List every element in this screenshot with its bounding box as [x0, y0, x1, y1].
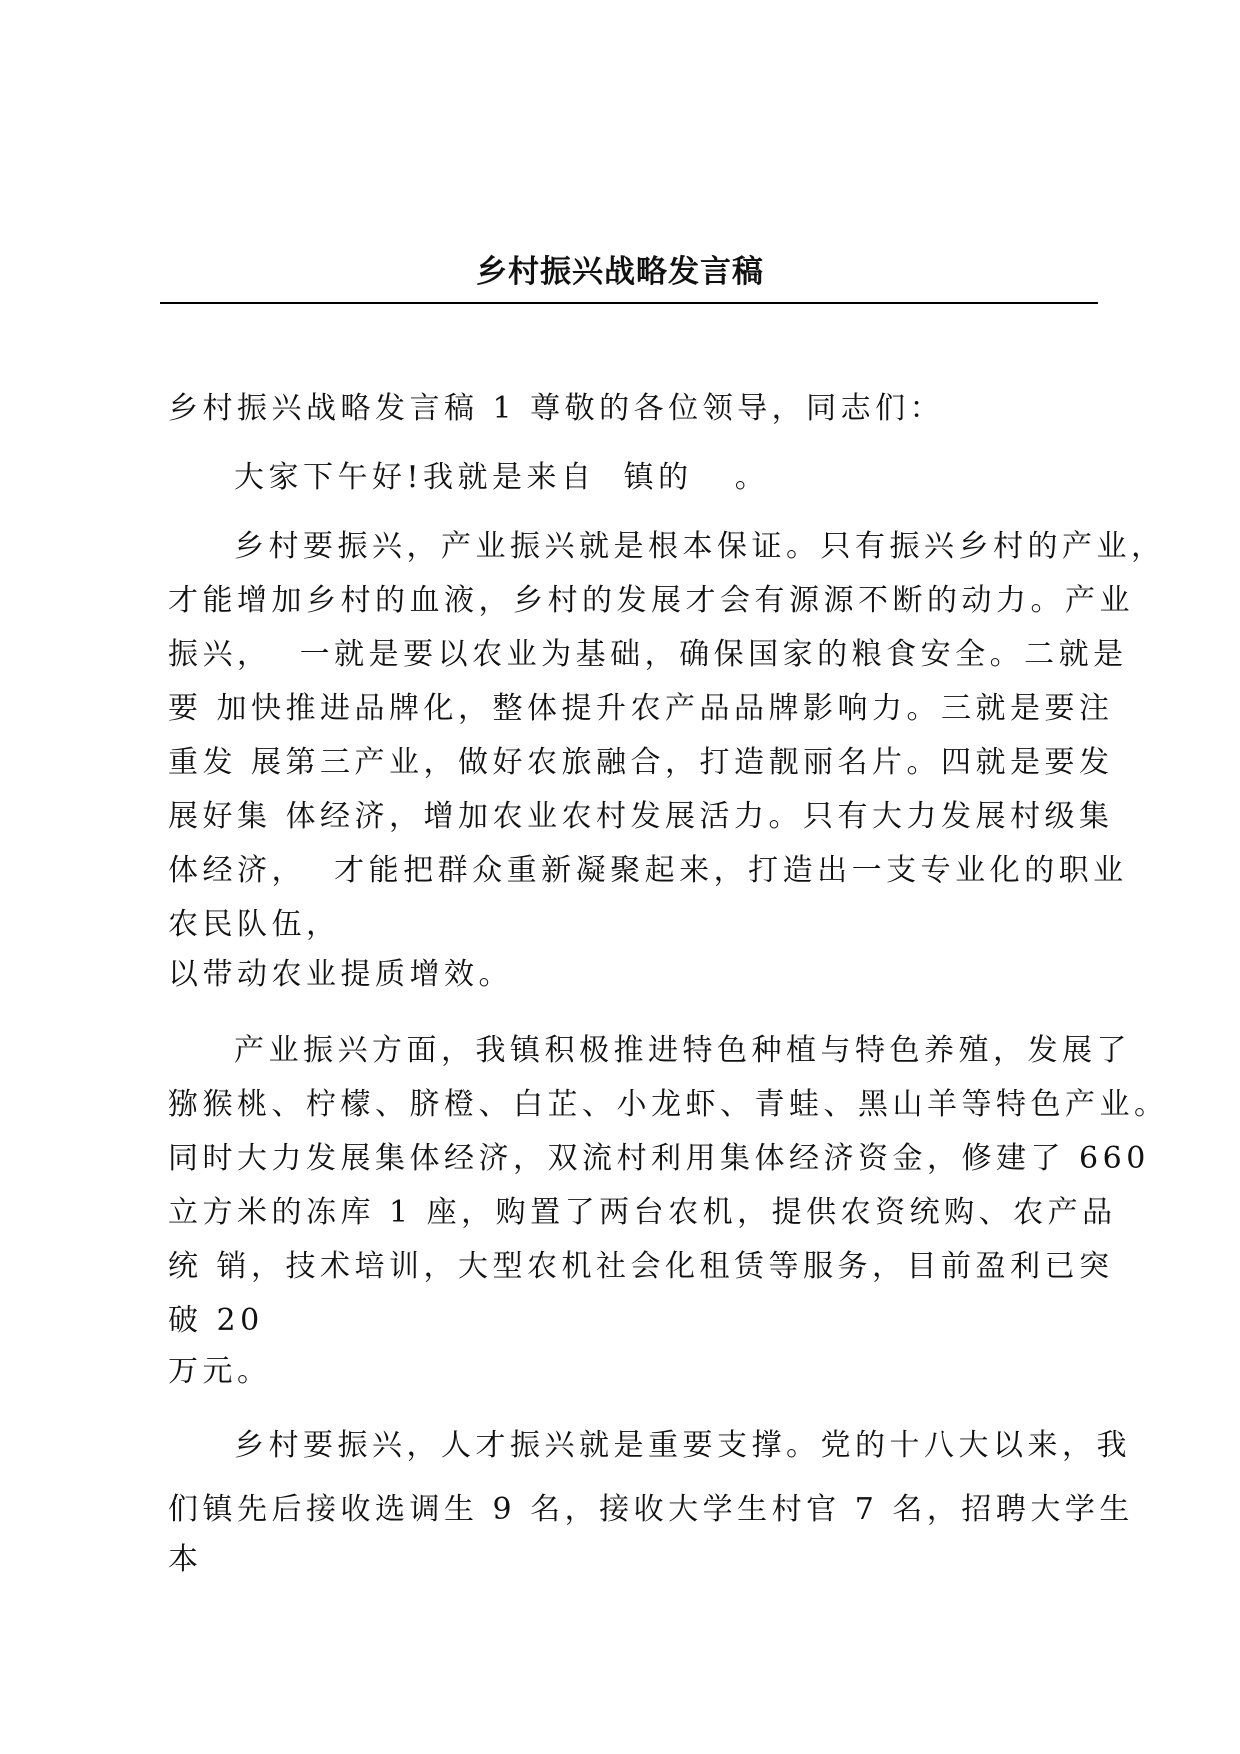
text-line: 统 销，技术培训，大型农机社会化租赁等服务，目前盈利已突 — [168, 1249, 1114, 1284]
document-title: 乡村振兴战略发言稿 — [476, 254, 764, 290]
text-line: 乡村振兴战略发言稿 1 尊敬的各位领导，同志们： — [168, 391, 945, 426]
text-line: 要 加快推进品牌化，整体提升农产品品牌影响力。三就是要注 — [168, 691, 1114, 726]
text-line: 振兴， 一就是要以农业为基础，确保国家的粮食安全。二就是 — [168, 637, 1128, 672]
text-line: 才能增加乡村的血液，乡村的发展才会有源源不断的动力。产业 — [168, 583, 1134, 618]
text-line: 破 20 — [168, 1303, 264, 1338]
text-line: 体经济， 才能把群众重新凝聚起来，打造出一支专业化的职业 — [168, 853, 1128, 888]
text-line: 们镇先后接收选调生 9 名，接收大学生村官 7 名，招聘大学生 — [168, 1492, 1134, 1527]
text-line: 乡村要振兴，人才振兴就是重要支撑。党的十八大以来，我 — [234, 1428, 1131, 1463]
text-line: 本 — [168, 1542, 203, 1577]
text-line: 万元。 — [168, 1354, 272, 1389]
text-line: 展好集 体经济，增加农业农村发展活力。只有大力发展村级集 — [168, 799, 1114, 834]
text-line: 猕猴桃、柠檬、脐橙、白芷、小龙虾、青蛙、黑山羊等特色产业。 — [168, 1087, 1169, 1122]
text-line: 农民队伍， — [168, 907, 341, 942]
text-line: 以带动农业提质增效。 — [168, 957, 513, 992]
text-line: 产业振兴方面，我镇积极推进特色种植与特色养殖，发展了 — [234, 1033, 1131, 1068]
text-line: 同时大力发展集体经济，双流村利用集体经济资金，修建了 660 — [168, 1141, 1150, 1176]
text-line: 重发 展第三产业，做好农旅融合，打造靓丽名片。四就是要发 — [168, 745, 1114, 780]
text-line: 大家下午好!我就是来自 镇的 。 — [234, 460, 770, 495]
title-underline — [160, 302, 1098, 304]
text-line: 立方米的冻库 1 座，购置了两台农机，提供农资统购、农产品 — [168, 1195, 1117, 1230]
text-line: 乡村要振兴，产业振兴就是根本保证。只有振兴乡村的产业， — [234, 529, 1166, 564]
